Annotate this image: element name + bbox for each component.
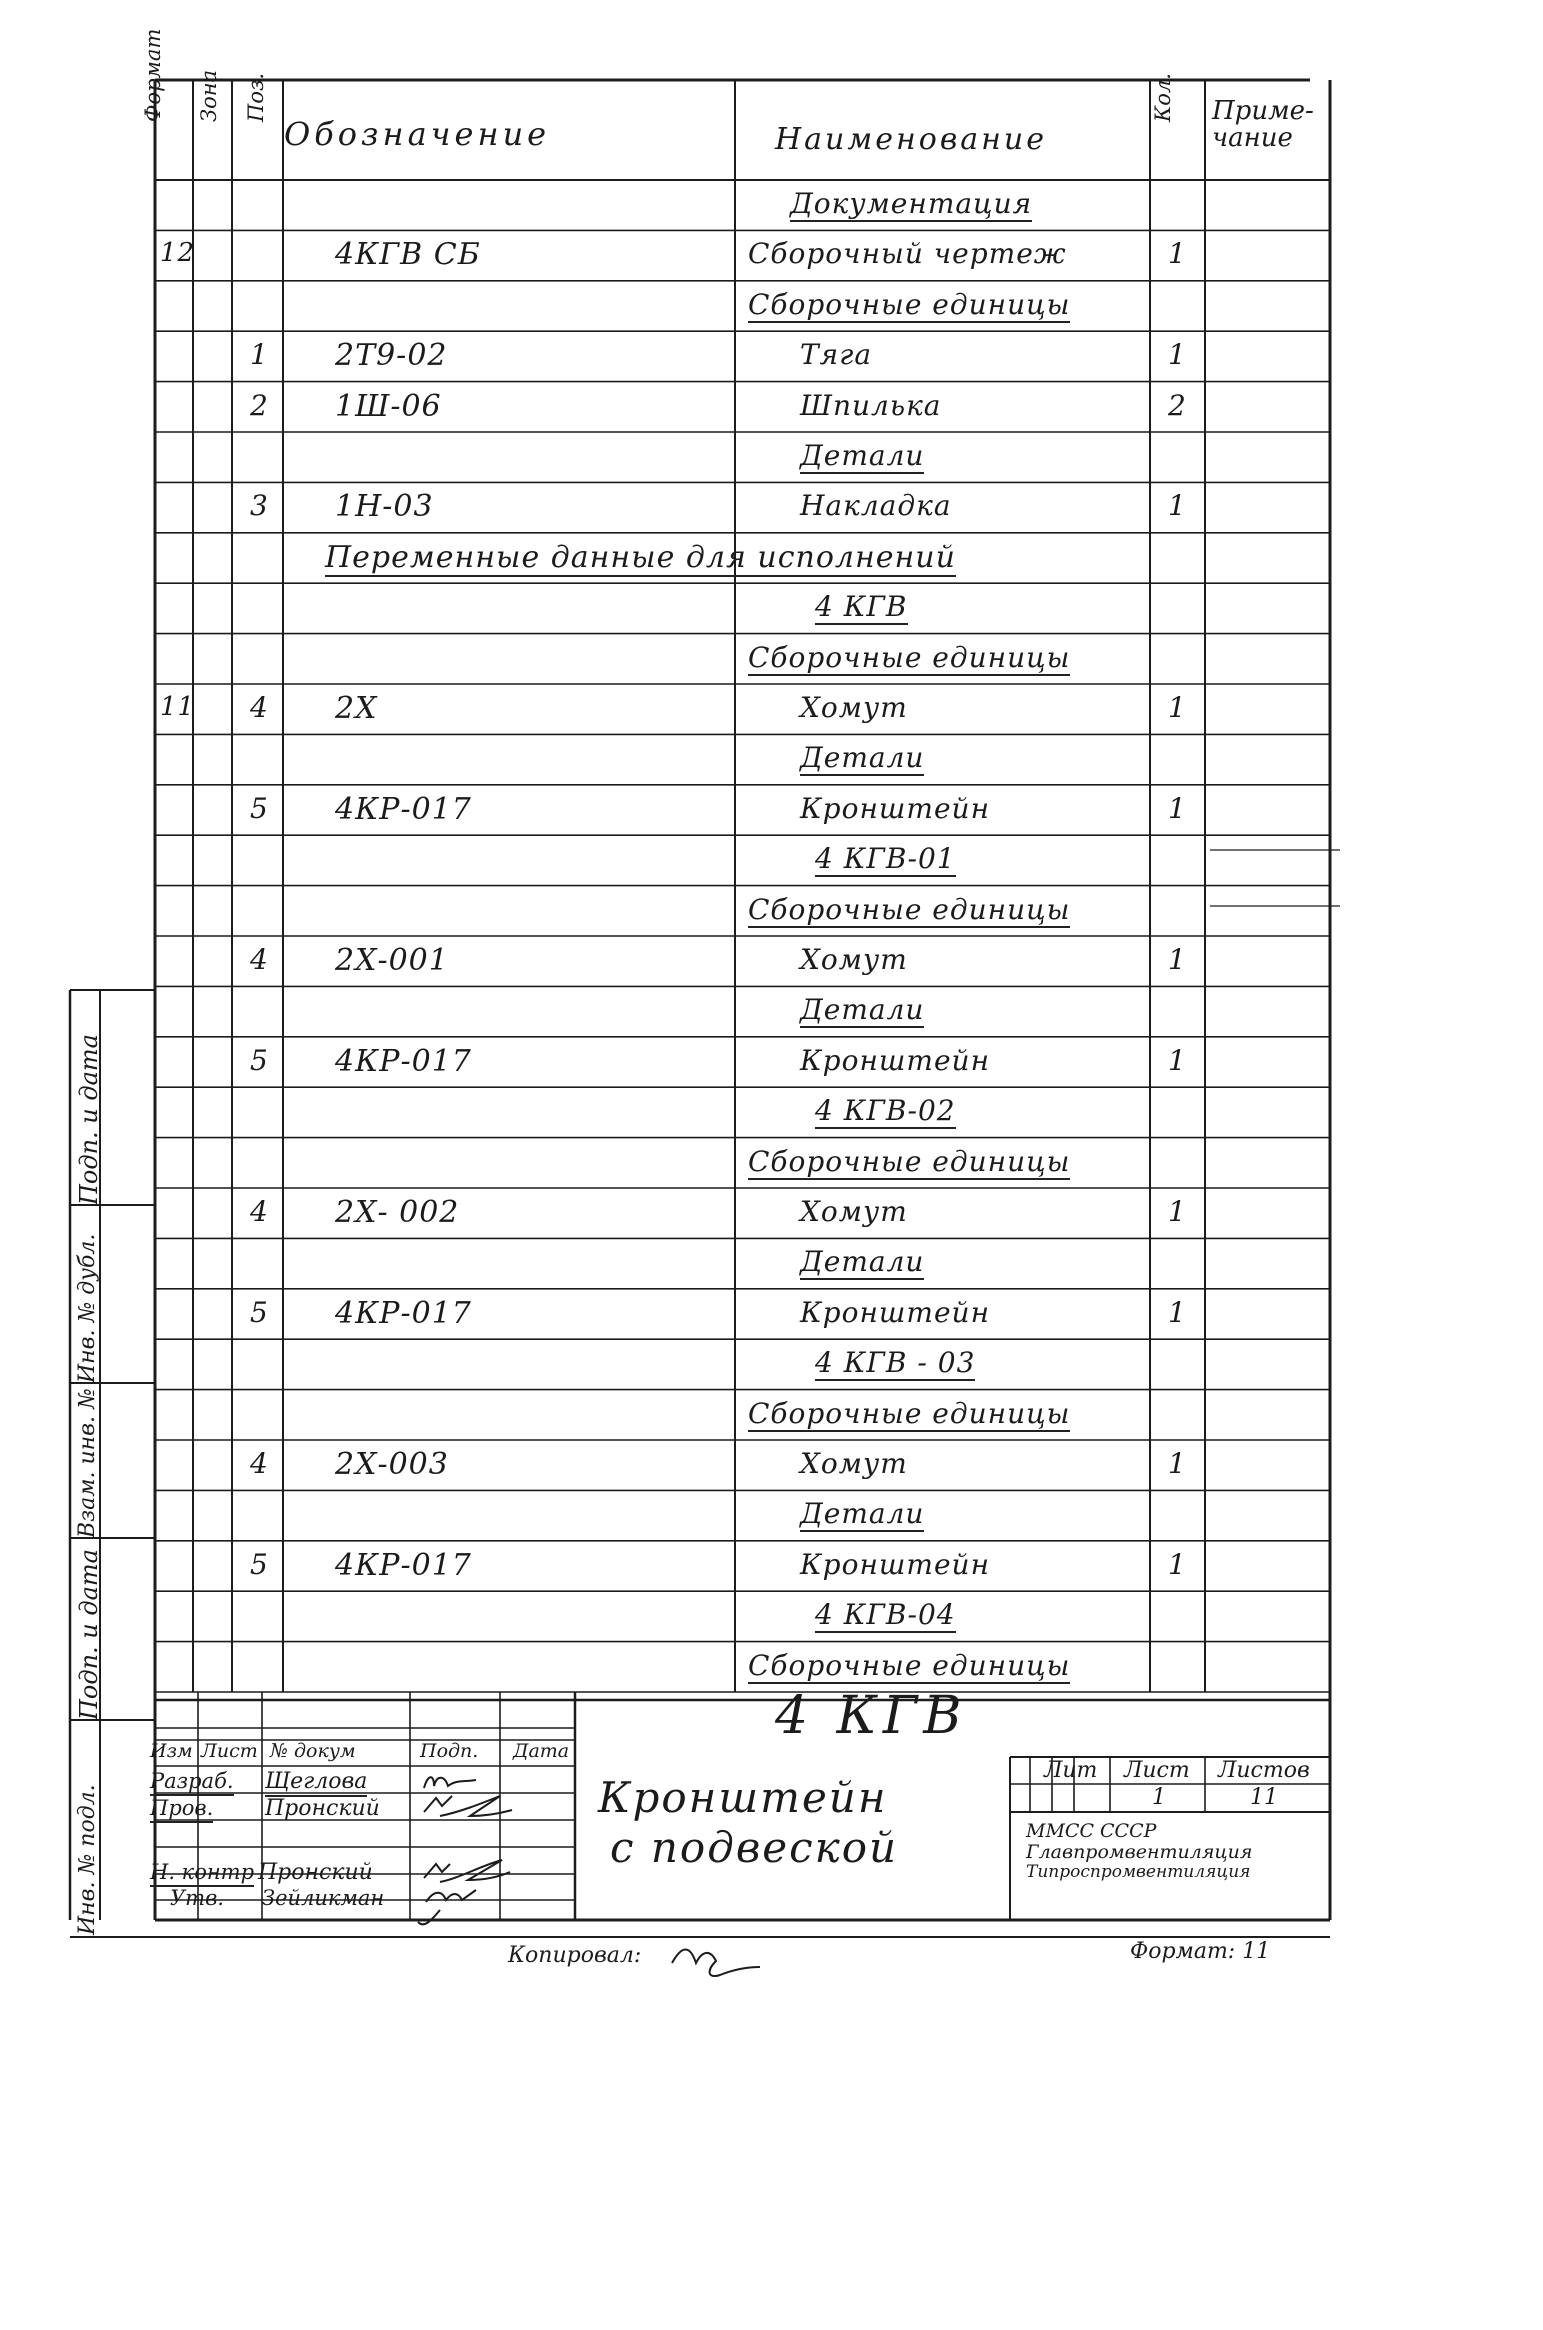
role-approver: Утв. [170, 1886, 224, 1910]
header-designation: Обозначение [284, 115, 551, 153]
row-name: Сборочные единицы [748, 892, 1071, 926]
row-designation: 4КР-017 [335, 1547, 472, 1583]
tb-header-doc-no: № докум [270, 1740, 356, 1762]
row-designation: 2Х-001 [335, 943, 449, 978]
row-name: Детали [800, 1245, 925, 1279]
row-name: Документация [790, 187, 1033, 220]
header-qty: Кол. [1151, 73, 1175, 122]
row-name: Детали [800, 993, 925, 1027]
header-format: Формат [141, 28, 165, 122]
row-name: Сборочный чертеж [748, 237, 1067, 271]
row-name: Детали [800, 741, 925, 775]
tb-header-date: Дата [513, 1740, 570, 1762]
row-name: 4 КГВ - 03 [815, 1346, 976, 1380]
org-line-3: Типроспромвентиляция [1026, 1862, 1251, 1882]
person-approver: Зейликман [262, 1886, 385, 1910]
row-designation: 1Ш-06 [335, 388, 442, 424]
row-name: Шпилька [800, 388, 942, 422]
row-name: Кронштейн [800, 791, 991, 825]
side-label-sign-date-2: Подп. и дата [75, 1549, 103, 1720]
row-qty: 1 [1168, 1295, 1187, 1329]
signature-norm-control [424, 1860, 510, 1882]
row-pos: 4 [250, 691, 269, 724]
sheets-label: Листов [1218, 1758, 1310, 1783]
row-designation: 4КР-017 [335, 1043, 472, 1079]
copied-by-label: Копировал: [508, 1943, 642, 1968]
row-pos: 5 [250, 791, 269, 825]
row-name: Сборочные единицы [748, 1396, 1071, 1430]
row-qty: 1 [1168, 338, 1187, 372]
person-checker: Пронский [265, 1796, 380, 1821]
row-qty: 1 [1168, 237, 1187, 271]
header-zone: Зона [197, 69, 221, 122]
row-designation: Переменные данные для исполнений [325, 539, 956, 575]
side-label-sign-date-1: Подп. и дата [75, 1034, 103, 1205]
row-name: 4 КГВ-02 [815, 1094, 956, 1128]
signature-developer [424, 1777, 476, 1788]
tb-header-change: Изм [150, 1740, 193, 1762]
row-name: Хомут [800, 1447, 908, 1480]
row-pos: 5 [250, 1295, 269, 1329]
row-designation: 4КР-017 [335, 791, 472, 827]
row-name: Тяга [800, 338, 873, 372]
side-label-vzam-inv: Взам. инв. № [75, 1388, 100, 1538]
row-name: Сборочные единицы [748, 1144, 1071, 1178]
tb-header-sheet: Лист [201, 1740, 258, 1762]
sheet-value: 1 [1152, 1785, 1166, 1810]
row-qty: 2 [1168, 388, 1187, 422]
header-pos: Поз. [244, 72, 268, 122]
row-qty: 1 [1168, 791, 1187, 825]
row-name: Хомут [800, 691, 908, 724]
signature-checker [424, 1796, 512, 1816]
row-qty: 1 [1168, 1547, 1187, 1581]
row-name: Накладка [800, 489, 952, 523]
row-name: Детали [800, 1497, 925, 1531]
row-pos: 1 [250, 338, 269, 372]
row-qty: 1 [1168, 1447, 1187, 1480]
side-label-inv-podl: Инв. № подл. [75, 1784, 100, 1935]
row-pos: 5 [250, 1043, 269, 1077]
row-name: Сборочные единицы [748, 640, 1071, 674]
header-name: Наименование [775, 122, 1048, 157]
person-norm-control: Пронский [258, 1860, 373, 1885]
sheets-value: 11 [1250, 1785, 1278, 1810]
row-name: Сборочные единицы [748, 1648, 1071, 1682]
row-pos: 2 [250, 388, 269, 422]
side-label-inv-dubl: Инв. № дубл. [75, 1233, 100, 1383]
title-line-1: Кронштейн [598, 1773, 888, 1822]
sheet-label: Лист [1124, 1758, 1190, 1783]
signature-approver [418, 1890, 476, 1924]
org-line-2: Главпромвентиляция [1026, 1841, 1253, 1863]
row-format: 12 [160, 238, 196, 269]
row-name: Хомут [800, 1195, 908, 1228]
row-designation: 2Х-003 [335, 1447, 449, 1482]
tb-header-sign: Подп. [420, 1740, 479, 1762]
person-developer: Щеглова [265, 1771, 367, 1797]
org-line-1: ММСС СССР [1026, 1820, 1157, 1842]
row-name: Сборочные единицы [748, 287, 1071, 321]
row-name: Кронштейн [800, 1043, 991, 1077]
row-name: 4 КГВ-04 [815, 1598, 956, 1632]
row-pos: 4 [250, 1195, 269, 1228]
role-developer: Разраб. [150, 1771, 234, 1796]
row-designation: 1Н-03 [335, 489, 434, 525]
role-checker: Пров. [150, 1798, 213, 1823]
row-qty: 1 [1168, 489, 1187, 523]
lit-label: Лит [1044, 1758, 1098, 1783]
row-name: Хомут [800, 943, 908, 976]
format-label: Формат: 11 [1130, 1939, 1271, 1964]
row-designation: 2Т9-02 [335, 338, 448, 374]
row-designation: 2Х- 002 [335, 1195, 460, 1230]
row-pos: 5 [250, 1547, 269, 1581]
row-format: 11 [160, 692, 196, 722]
role-norm-control: Н. контр [150, 1862, 254, 1887]
header-note: Приме-чание [1212, 96, 1314, 154]
row-name: Детали [800, 439, 925, 472]
row-name: Кронштейн [800, 1547, 991, 1581]
row-pos: 3 [250, 489, 269, 523]
row-qty: 1 [1168, 1043, 1187, 1077]
row-name: 4 КГВ [815, 590, 908, 624]
row-qty: 1 [1168, 691, 1187, 724]
row-name: 4 КГВ-01 [815, 842, 956, 876]
row-qty: 1 [1168, 943, 1187, 976]
row-qty: 1 [1168, 1195, 1187, 1228]
row-designation: 4КГВ СБ [335, 237, 481, 273]
row-designation: 2Х [335, 691, 378, 726]
row-name: Кронштейн [800, 1295, 991, 1329]
signature-copied [672, 1950, 760, 1977]
document-code: 4 КГВ [775, 1686, 968, 1746]
row-pos: 4 [250, 943, 269, 976]
title-line-2: с подвеской [610, 1823, 899, 1872]
row-designation: 4КР-017 [335, 1295, 472, 1331]
row-pos: 4 [250, 1447, 269, 1480]
